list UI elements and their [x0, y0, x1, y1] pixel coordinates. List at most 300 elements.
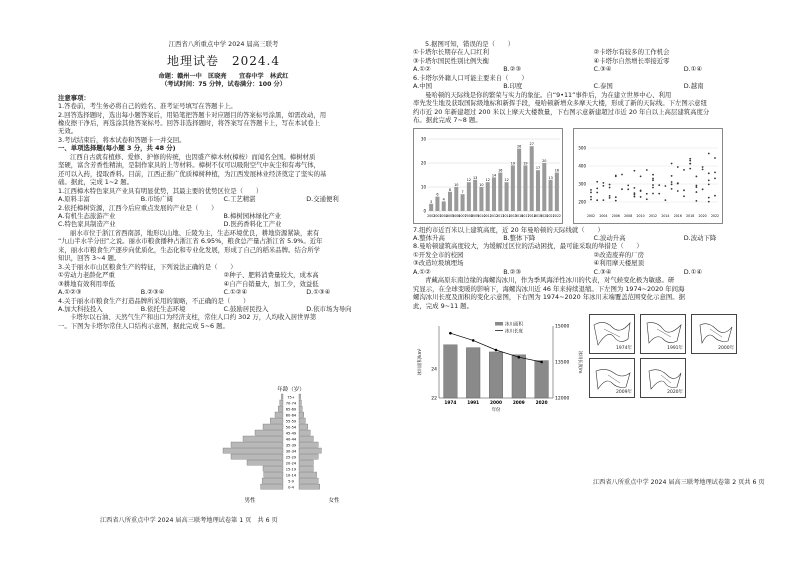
male-bar — [243, 436, 283, 441]
y-tick-label: 20 — [420, 160, 426, 166]
option[interactable]: B.②③ — [503, 267, 522, 276]
bar-value-label: 20 — [542, 158, 547, 163]
scatter-point — [708, 200, 710, 202]
option[interactable]: A.①②③ — [58, 288, 82, 297]
option[interactable]: D.依市场为导向 — [306, 304, 352, 313]
scatter-point — [640, 196, 642, 198]
male-bar — [280, 400, 283, 405]
passage-line: 坚硬，富含芳香性精油，是制作家具的上等材料。樟树不仅可以吸附空气中灰尘和有毒气体， — [58, 161, 321, 170]
area-bar — [444, 345, 458, 398]
bar — [467, 182, 471, 211]
x-tick-label: 2020 — [540, 213, 549, 218]
page-2 — [397, 0, 794, 561]
female-bar — [299, 466, 313, 471]
passage-line: 卡塔尔以石油、天然气生产和出口为经济支柱，常住人口约 302 万，人均收入居世界第 — [70, 313, 317, 322]
bar — [435, 196, 439, 210]
x-tick-label: 2010 — [477, 213, 486, 218]
scatter-point — [677, 190, 679, 192]
passage-line: 曼哈顿的天际线是你的繁荣与实力的象征。自“9•11”事件后，为在建立世界中心、利用 — [425, 90, 672, 99]
scatter-point — [708, 196, 710, 198]
x-tick-label: 2012 — [648, 213, 658, 218]
authors: 命题：赣州一中 匡晓亮 宜春中学 林武红 — [158, 73, 289, 81]
scatter-point — [627, 184, 629, 186]
bar — [542, 163, 546, 211]
option[interactable]: A.①② — [413, 65, 431, 74]
statement: ③改造垃圾填埋场 — [413, 259, 464, 268]
scatter-point — [621, 188, 623, 190]
age-label: 30-34 — [285, 449, 297, 454]
scatter-point — [683, 169, 685, 171]
option[interactable]: D.医药香料化工产业 — [223, 220, 282, 229]
passage-line: 率先发生地及获取国际级地标和新挥手段，曼哈顿新增众多摩天大楼，形成了新的天际线。下左图示意纽 — [413, 99, 707, 108]
scatter-point — [603, 182, 605, 184]
y2-axis-label: 冰川长度/m — [577, 350, 582, 374]
bar — [505, 182, 509, 211]
x-tick-label: 2007 — [458, 213, 467, 218]
length-point — [518, 356, 521, 359]
x-tick-label: 2002 — [427, 213, 436, 218]
scatter-point — [714, 194, 716, 196]
male-bar — [275, 412, 283, 417]
statement: ③卡塔尔国民性别比例失衡 — [413, 56, 490, 65]
scatter-point — [596, 199, 598, 201]
scatter-point — [640, 189, 642, 191]
bar-value-label: 16 — [498, 168, 503, 173]
option[interactable]: C.波动升高 — [593, 233, 626, 242]
age-label: 25-29 — [285, 455, 297, 460]
scatter-point — [689, 157, 691, 159]
age-label: 15-19 — [285, 467, 297, 472]
question-8: 8.曼哈顿建筑高度较大，为缓解过区位的活动困扰，最可能采取的举措是（ ） — [413, 242, 643, 251]
scatter-point — [708, 183, 710, 185]
statement: ④自产自销量大，加工少，效益低 — [223, 279, 319, 288]
option[interactable]: C.特色家具制造产业 — [58, 220, 116, 229]
area-bar — [535, 361, 549, 398]
scatter-point — [671, 188, 673, 190]
option[interactable]: C.鼓励居民投入 — [223, 304, 269, 313]
bar-value-label: 26 — [516, 144, 522, 149]
male-bar — [263, 466, 283, 471]
bar — [549, 179, 553, 210]
female-bar — [299, 436, 313, 441]
y-tick-label: 200 — [578, 199, 586, 205]
x-tick-label: 2009 — [512, 401, 525, 407]
x-tick-label: 2006 — [452, 213, 461, 218]
option[interactable]: C.①②④ — [223, 288, 248, 297]
population-pyramid — [216, 384, 366, 506]
x-tick-label: 2010 — [636, 213, 645, 218]
scatter-point — [596, 180, 598, 182]
scatter-point — [671, 175, 673, 177]
passage-line: 约市近 20 年新建超过 200 米以上摩天大楼数量，下右图示意新建超过市近 20 年自以上高层建筑高度分 — [413, 107, 710, 116]
scatter-point — [652, 173, 654, 175]
q5-statements — [413, 48, 774, 65]
option[interactable]: B.樟树园林绿化产业 — [223, 212, 282, 220]
scatter-point — [615, 199, 617, 201]
option[interactable]: C.③④ — [593, 65, 612, 74]
bar-value-label: 27 — [529, 141, 534, 146]
scatter-point — [646, 192, 648, 194]
map-year: 1974年 — [616, 346, 632, 352]
bar-value-label: 19 — [523, 160, 528, 165]
scatter-point — [634, 187, 636, 189]
x-tick-label: 1974 — [444, 401, 457, 407]
male-bar — [278, 406, 283, 411]
scatter-point — [590, 195, 592, 197]
scatter-point — [646, 198, 648, 200]
y-tick-label: 10 — [420, 184, 426, 190]
notes-title: 注意事项： — [58, 93, 90, 102]
x-tick-label: 2013 — [496, 213, 505, 218]
area-bar — [512, 355, 526, 398]
x-tick-label: 2000 — [490, 401, 502, 407]
female-bar — [299, 400, 301, 405]
x-tick-label: 2004 — [599, 213, 608, 218]
x-axis-label: 年份 — [491, 408, 501, 414]
option[interactable]: D.越南 — [683, 82, 704, 91]
female-bar — [299, 418, 305, 423]
bar — [454, 187, 458, 211]
scatter-point — [714, 157, 716, 159]
age-label: 50-54 — [285, 425, 297, 430]
passage-line: 此，完成 9~11 题。 — [413, 301, 473, 310]
x-tick-label: 2021 — [546, 213, 555, 218]
passage-1 — [58, 153, 389, 187]
male-bar — [281, 394, 283, 399]
bar — [517, 148, 521, 210]
legend-length-label: 冰川长度 — [505, 329, 523, 335]
map-year: 1991年 — [667, 346, 684, 352]
scatter-point — [609, 195, 611, 197]
passage-line: 一。下图为卡塔尔常住人口结构示意图，据此完成 5~6 题。 — [58, 321, 229, 330]
scatter-point — [609, 186, 611, 188]
female-label: 女性 — [328, 498, 340, 504]
scatter-point — [708, 172, 710, 174]
x-tick-label: 2004 — [439, 213, 448, 218]
note-line: 橡皮擦干净后，再选涂其他答案标号。回答非选择题时，将答案写在答题卡上，写在本试卷上 — [58, 119, 321, 128]
question-1: 1.江西樟木特色家具产业具有明显优势，其最主要的优势区位是（ ） — [58, 186, 263, 195]
skyscraper-bar-chart — [413, 128, 563, 224]
scatter-point — [603, 199, 605, 201]
bar — [523, 165, 527, 211]
scatter-point — [677, 182, 679, 184]
male-bar — [270, 418, 283, 423]
statement: ③耕地有效利用率低 — [58, 279, 115, 288]
age-label: 20-24 — [285, 461, 297, 466]
bar-value-label: 12 — [485, 177, 490, 182]
q3-options — [58, 288, 389, 296]
glacier-map — [589, 358, 635, 398]
y-tick-label: 0 — [423, 208, 426, 214]
page-title: 地理试卷 2024.4 — [167, 54, 280, 69]
bar-value-label: 7 — [461, 189, 464, 194]
legend-area-label: 冰川面积 — [505, 322, 523, 328]
scatter-point — [652, 177, 654, 179]
q2-options — [58, 212, 389, 229]
glacier-maps — [589, 314, 774, 414]
option[interactable]: A.①② — [413, 267, 431, 276]
bar-value-label: 12 — [504, 177, 509, 182]
scatter-point — [652, 179, 654, 181]
length-point — [472, 339, 475, 342]
option[interactable]: A.中国 — [413, 82, 433, 91]
scatter-point — [652, 192, 654, 194]
option[interactable]: B.市场广阔 — [140, 195, 173, 204]
bar-value-label: 13 — [548, 175, 553, 180]
statement: ①卡塔尔长期存在人口红利 — [413, 48, 490, 57]
scatter-point — [665, 199, 667, 201]
bar — [492, 177, 496, 211]
note-line: 3.考试结束后，将本试卷和答题卡一并交回。 — [58, 135, 186, 144]
passage-line: 青藏高原东南边缘的海螺沟冰川，作为季风海洋性冰川的代表，对气候变化极为敏感。研 — [425, 276, 675, 285]
scatter-point — [714, 171, 716, 173]
note-line: 1.答卷前，考生务必将自己的姓名、准考证号填写在答题卡上。 — [58, 102, 237, 111]
x-tick-label: 2014 — [661, 213, 670, 218]
map-year: 2009年 — [616, 390, 632, 396]
age-label: 35-39 — [285, 443, 297, 448]
passage-line: 础。据此，完成 1~2 题。 — [58, 178, 134, 187]
area-bar — [466, 348, 480, 398]
age-label: 55-59 — [285, 419, 297, 424]
scatter-point — [696, 184, 698, 186]
scatter-point — [634, 193, 636, 195]
y-tick-label: 400 — [578, 163, 586, 169]
age-label: 5-9 — [288, 479, 294, 484]
statement: ①开发全市的校园 — [413, 250, 464, 259]
x-tick-label: 2006 — [611, 213, 620, 218]
option[interactable]: D.波动下降 — [683, 233, 717, 242]
age-label: 75+ — [287, 395, 295, 400]
x-tick-label: 2020 — [698, 213, 707, 218]
x-tick-label: 2003 — [433, 213, 442, 218]
statement: ①劳动力老龄化严重 — [58, 271, 115, 280]
bar-value-label: 4 — [442, 196, 445, 201]
scatter-point — [683, 195, 685, 197]
q3-statements — [58, 271, 389, 288]
length-point — [495, 349, 498, 352]
bar-value-label: 10 — [454, 182, 459, 187]
scatter-point — [590, 198, 592, 200]
male-label: 男性 — [244, 498, 256, 504]
female-bar — [299, 472, 317, 477]
x-tick-label: 2011 — [483, 213, 492, 218]
bar-value-label: 19 — [510, 160, 516, 165]
question-4: 4.关于丽水市粮食生产打造品牌所采用的策略，不正确的是（ ） — [58, 296, 250, 305]
area-bar — [489, 352, 503, 398]
bar-value-label: 10 — [479, 182, 484, 187]
age-label: 10-14 — [285, 473, 297, 478]
passage-line: 布。据此完成 7~8 题。 — [413, 116, 482, 125]
scatter-point — [634, 169, 636, 171]
female-bar — [299, 394, 301, 399]
option[interactable]: B.印度 — [503, 82, 523, 91]
x-tick-label: 2018 — [686, 213, 695, 218]
passage-line: 螺沟冰川长度及面积的变化示意图，下右图为 1974~2020 年冰川末端覆盖范围变化示意图。据 — [413, 293, 686, 302]
option[interactable]: A.原料丰富 — [58, 195, 90, 204]
scatter-point — [689, 162, 691, 164]
statement: ②改造废弃的厂房 — [593, 250, 644, 259]
option[interactable]: C.工艺精湛 — [223, 195, 256, 204]
age-label: 40-44 — [285, 437, 297, 442]
female-bar — [299, 478, 318, 483]
scatter-point — [658, 192, 660, 194]
glacier-map — [589, 314, 635, 354]
legend-area-swatch — [495, 322, 503, 326]
statement: ④卡塔尔自然增长率接近零 — [593, 56, 670, 65]
bar-value-label: 17 — [535, 165, 541, 170]
scatter-point — [652, 186, 654, 188]
notes — [58, 102, 389, 144]
male-bar — [263, 424, 283, 429]
male-bar — [231, 442, 283, 447]
passage-5 — [413, 276, 774, 310]
glacier-chart — [413, 314, 583, 414]
map-year: 2020年 — [667, 390, 684, 396]
option[interactable]: C.③④ — [593, 267, 612, 276]
scatter-point — [658, 184, 660, 186]
x-tick-label: 2002 — [586, 213, 596, 218]
x-tick-label: 2009 — [471, 213, 480, 218]
question-5: 5.据图可知，错误的是（ ） — [425, 40, 515, 48]
q8-options — [413, 268, 774, 276]
scatter-point — [615, 174, 617, 176]
option[interactable]: D.①④ — [683, 267, 703, 276]
length-point — [540, 361, 543, 364]
glacier-map — [640, 358, 686, 398]
bar-value-label: 16 — [554, 168, 560, 173]
x-tick-label: 2018 — [527, 213, 536, 218]
bar-value-label: 12 — [466, 177, 472, 182]
scatter-point — [596, 187, 598, 189]
question-7: 7.纽约市近百米以上建筑高度，近 20 年曼哈顿的天际线就（ ） — [413, 225, 604, 234]
bar — [479, 187, 483, 211]
bar — [448, 191, 452, 210]
passage-line: 丽水市位于浙江省西南部，地形以山地、丘陵为主，生态环境优良，耕地资源紧缺，素有 — [70, 228, 320, 237]
exam-header: 江西省八所重点中学 2024 届高三联考 — [168, 40, 279, 48]
scatter-point — [702, 166, 704, 168]
bar-value-label: 6 — [436, 192, 439, 197]
female-bar — [299, 412, 304, 417]
option[interactable]: B.②③ — [503, 65, 522, 74]
age-label: 65-69 — [285, 407, 297, 412]
y-tick-label: 22 — [431, 396, 437, 402]
x-tick-label: 2017 — [521, 213, 530, 218]
option[interactable]: D.①④ — [683, 65, 703, 74]
bar — [442, 201, 446, 211]
female-bar — [299, 484, 320, 489]
y2-tick-label: 12000 — [555, 396, 570, 402]
option[interactable]: C.泰国 — [593, 82, 613, 91]
bar-value-label: 8 — [448, 187, 452, 192]
statement: ②卡塔尔有较多的工作机会 — [593, 48, 670, 57]
passage-line: 江西自古就有植修、爱修、护修的传统，也因盛产樟木材(樟桉）而闻名全国。樟树材质 — [70, 152, 316, 161]
option[interactable]: D.①③④ — [306, 288, 331, 297]
note-line: 无效。 — [58, 127, 78, 136]
option[interactable]: D.交通便利 — [306, 195, 339, 204]
scatter-point — [590, 191, 592, 193]
scatter-point — [696, 186, 698, 188]
x-tick-label: 2022 — [552, 213, 561, 218]
y-tick-label: 300 — [578, 181, 586, 187]
age-label: 70-74 — [285, 401, 297, 406]
passage-3 — [58, 313, 389, 330]
x-tick-label: 2016 — [515, 213, 524, 218]
scatter-point — [689, 167, 691, 169]
scatter-point — [696, 191, 698, 193]
option[interactable]: B.整体下降 — [503, 233, 536, 242]
page-footer: 江西省八所重点中学 2024 届高三联考地理试卷第 2 页共 6 页 — [593, 478, 765, 486]
passage-line: 还可以入药，提取香料。目前，江西正推广优质樟树种植，为江西发展林业经济奠定了坚实的基 — [58, 169, 327, 178]
scatter-point — [621, 173, 623, 175]
scatter-point — [665, 185, 667, 187]
female-bar — [299, 460, 313, 465]
scatter-point — [702, 188, 704, 190]
passage-2 — [58, 229, 389, 263]
option[interactable]: A.加大科技投入 — [58, 304, 103, 313]
q5-options — [413, 65, 774, 73]
x-tick-label: 2012 — [489, 213, 499, 218]
section-heading: 一、单项选择题(每小题 3 分，共 48 分) — [58, 144, 176, 153]
y-tick-label: 500 — [578, 145, 586, 151]
scatter-point — [603, 185, 605, 187]
bar — [555, 172, 559, 210]
option[interactable]: A.整体升高 — [413, 233, 445, 242]
y-tick-label: 24 — [431, 367, 437, 373]
question-6: 6.卡塔尔外籍人口可能主要来自（ ） — [413, 73, 528, 82]
question-3: 3.关于丽水市山区粮食生产的特征，下列说法正确的是（ ） — [58, 262, 237, 271]
map-year: 2000年 — [718, 346, 735, 352]
y2-tick-label: 15000 — [555, 324, 570, 330]
bar — [498, 172, 502, 210]
male-bar — [231, 454, 283, 459]
bar — [536, 170, 540, 211]
scatter-point — [671, 183, 673, 185]
bar — [473, 179, 477, 210]
x-tick-label: 2008 — [464, 213, 473, 218]
scatter-point — [708, 152, 710, 154]
length-point — [449, 332, 452, 335]
bar-value-label: 13 — [472, 175, 478, 180]
page-footer: 江西省八所重点中学 2024 届高三联考地理试卷第 1 页 共 6 页 — [100, 516, 278, 524]
female-bar — [299, 424, 308, 429]
building-height-scatter — [573, 128, 723, 224]
passage-line: “九山半水半分田”之说。丽水市粮食播种占浙江省 6.95%，粮食总产量占浙江省 5.9%。近年 — [58, 237, 323, 246]
scatter-point — [683, 189, 685, 191]
female-bar — [299, 430, 310, 435]
age-label: 60-64 — [285, 413, 297, 418]
option[interactable]: B.依托生态环境 — [140, 304, 186, 313]
x-tick-label: 2016 — [673, 213, 682, 218]
option[interactable]: A.有机生态旅游产业 — [58, 212, 116, 220]
x-tick-label: 1991 — [467, 401, 480, 407]
option[interactable]: B.②③④ — [140, 288, 165, 297]
bar — [530, 146, 534, 211]
passage-line: 来，丽水市粮食生产逐步向优质化，生态化和专业化发展，形成了自己的稻米品牌。结合所学 — [58, 245, 321, 254]
scatter-point — [646, 169, 648, 171]
pyramid-unit-label: 年龄（岁） — [277, 387, 305, 393]
scatter-point — [640, 175, 642, 177]
female-bar — [299, 448, 321, 453]
bar-value-label: 3 — [430, 199, 433, 204]
female-bar — [299, 406, 302, 411]
y2-tick-label: 13500 — [555, 360, 570, 366]
bar-value-label: 14 — [491, 172, 497, 177]
female-bar — [299, 454, 318, 459]
passage-4 — [413, 91, 774, 125]
male-bar — [264, 472, 283, 477]
male-bar — [262, 478, 283, 483]
statement: ④利用摩天楼屋顶 — [593, 259, 644, 268]
